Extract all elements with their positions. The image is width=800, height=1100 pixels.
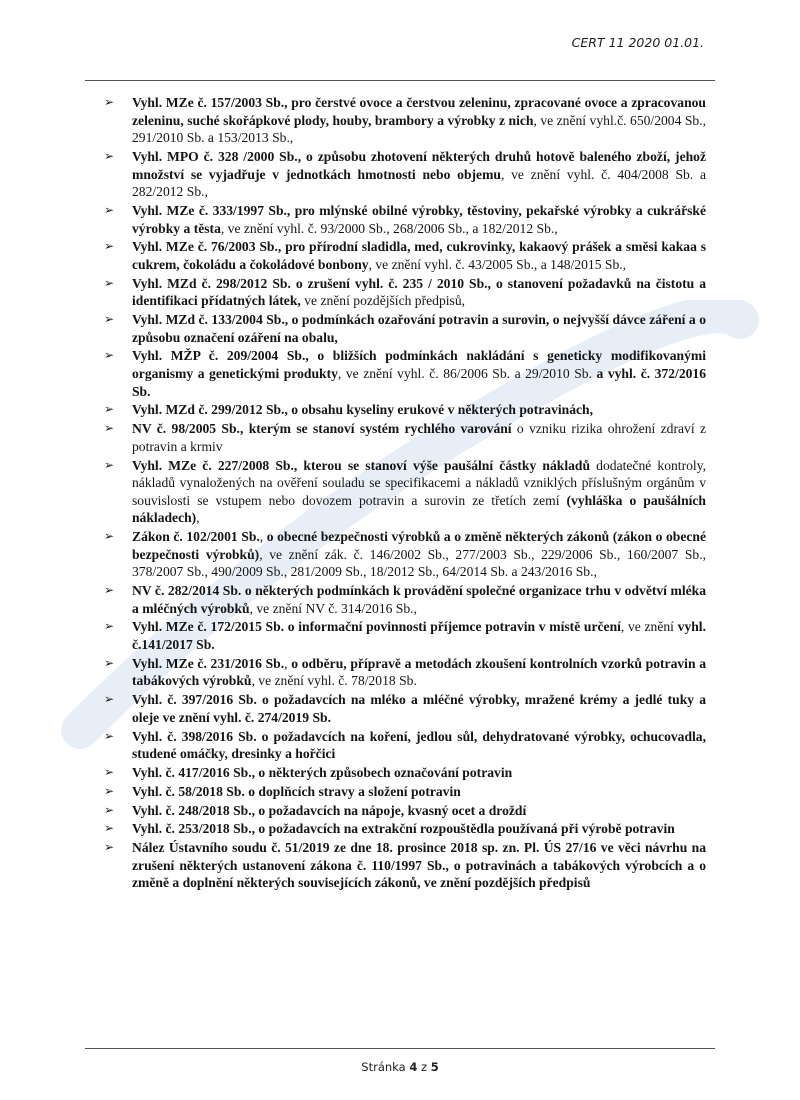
list-item: [104, 238, 706, 273]
regulation-title: a vyhl. č. 372/2016 Sb.: [132, 366, 707, 399]
arrow-bullet-icon: ➢: [104, 457, 115, 472]
header-divider: [85, 80, 715, 81]
regulation-title: Vyhl. MPO č. 328 /2000 Sb., o způsobu zhotovení některých druhů hotově baleného zboží, jehož množství se vyjadřuje v jednotkách hmotnosti nebo objemu: [132, 148, 706, 182]
regulation-note: , ve znění vyhl. č. 93/2000 Sb., 268/2006 Sb., a 182/2012 Sb.,: [220, 220, 558, 236]
page-number: [0, 1060, 800, 1074]
regulation-title: Vyhl. MZe č. 172/2015 Sb. o informační povinnosti příjemce potravin v místě určení: [132, 619, 621, 635]
page-separator: z: [417, 1060, 431, 1074]
regulation-title: Vyhl. č. 248/2018 Sb., o požadavcích na nápoje, kvasný ocet a droždí: [132, 802, 527, 818]
arrow-bullet-icon: ➢: [104, 655, 115, 670]
list-item: [104, 275, 706, 310]
regulation-title: Vyhl. MZe č. 157/2003 Sb., pro čerstvé ovoce a čerstvou zeleninu, zpracované ovoce a zpracovanou zeleninu, suché skořápkové plody, houby, brambory a výrobky z nich: [132, 95, 706, 128]
regulation-title: NV č. 98/2005 Sb., kterým se stanoví systém rychlého varování: [132, 421, 512, 437]
total-pages: 5: [430, 1060, 439, 1074]
regulation-note: ,: [284, 655, 292, 671]
arrow-bullet-icon: ➢: [104, 202, 115, 217]
regulation-title: Vyhl. MZe č. 76/2003 Sb., pro přírodní sladidla, med, cukrovinky, kakaový prášek a směsi kakaa s cukrem, čokoládu a čokoládové bonbony: [132, 239, 706, 272]
arrow-bullet-icon: ➢: [104, 764, 115, 779]
list-item: [104, 94, 706, 147]
list-item: [104, 764, 706, 782]
page-label: Stránka: [361, 1060, 410, 1074]
regulation-title: Nález Ústavního soudu č. 51/2019 ze dne 18. prosince 2018 sp. zn. Pl. ÚS 27/16 ve věci návrhu na zrušení některých ustanovení zákona č. 110/1997 Sb., o potravinách a tabákových výrobcích a o změně a doplnění některých souvisejících zákonů, ve znění pozdějších předpisů: [132, 840, 706, 891]
arrow-bullet-icon: ➢: [104, 148, 115, 163]
list-item: [104, 420, 706, 455]
regulation-note: o vzniku rizika ohrožení zdraví z potravin a krmiv: [132, 421, 706, 454]
regulation-title: Vyhl. MZd č. 299/2012 Sb., o obsahu kyseliny erukové v některých potravinách,: [132, 402, 593, 418]
list-item: [104, 457, 706, 527]
regulation-note: , ve znění vyhl. č. 86/2006 Sb. a 29/2010 Sb.: [337, 366, 597, 382]
list-item: [104, 582, 706, 617]
list-item: [104, 401, 706, 419]
regulation-note: , ve znění vyhl. č. 404/2008 Sb. a 282/2012 Sb.,: [132, 166, 706, 200]
arrow-bullet-icon: ➢: [104, 692, 115, 707]
regulation-title: Vyhl. MŽP č. 209/2004 Sb., o bližších podmínkách nakládání s geneticky modifikovanými organismy a genetickými produkty: [132, 348, 706, 382]
footer-divider: [85, 1048, 715, 1049]
arrow-bullet-icon: ➢: [104, 402, 115, 417]
arrow-bullet-icon: ➢: [104, 312, 115, 327]
regulation-title: o odběru, přípravě a metodách zkoušení kontrolních vzorků potravin a tabákových výrobků: [132, 655, 707, 689]
regulation-title: Vyhl. MZe č. 227/2008 Sb., kterou se stanoví výše paušální částky nákladů: [132, 457, 591, 473]
list-item: [104, 728, 706, 763]
regulation-title: Vyhl. č. 253/2018 Sb., o požadavcích na extrakční rozpouštědla používaná při výrobě potravin: [132, 821, 675, 837]
regulation-note: , ve znění vyhl.č. 650/2004 Sb., 291/2010 Sb. a 153/2013 Sb.,: [132, 112, 707, 146]
list-item: [104, 691, 706, 726]
regulation-title: Vyhl. č. 58/2018 Sb. o doplňcích stravy a složení potravin: [132, 783, 461, 799]
list-item: [104, 202, 706, 237]
document-code: CERT 11 2020 01.01.: [571, 35, 704, 50]
list-item: [104, 528, 706, 581]
list-item: [104, 311, 706, 346]
arrow-bullet-icon: ➢: [104, 840, 115, 855]
list-item: [104, 347, 706, 400]
list-item: [104, 148, 706, 201]
arrow-bullet-icon: ➢: [104, 783, 115, 798]
regulation-title: Zákon č. 102/2001 Sb.: [132, 529, 260, 545]
arrow-bullet-icon: ➢: [104, 821, 115, 836]
regulation-title: Vyhl. č. 417/2016 Sb., o některých způsobech označování potravin: [132, 764, 513, 780]
regulation-note: ,: [259, 529, 267, 545]
list-item: [104, 839, 706, 892]
list-item: [104, 655, 706, 690]
regulation-note: , ve znění: [620, 619, 678, 635]
list-item: [104, 618, 706, 653]
regulation-note: , ve znění zák. č. 146/2002 Sb., 277/2003 Sb., 229/2006 Sb., 160/2007 Sb., 378/2007 Sb., 490/2009 Sb., 281/2009 Sb., 18/2012 Sb., 64/2014 Sb. a 243/2016 Sb.,: [132, 546, 706, 580]
regulation-list: [104, 94, 706, 893]
regulation-title: Vyhl. MZd č. 133/2004 Sb., o podmínkách ozařování potravin a surovin, o nejvyšší dávce záření a o způsobu označení ozáření na obalu,: [132, 312, 706, 345]
regulation-title: o obecné bezpečnosti výrobků a o změně některých zákonů (zákon o obecné bezpečnosti výrobků): [132, 529, 706, 562]
regulation-title: Vyhl. MZd č. 298/2012 Sb. o zrušení vyhl. č. 235 / 2010 Sb., o stanovení požadavků na čistotu a identifikaci přídatných látek,: [132, 275, 706, 309]
arrow-bullet-icon: ➢: [104, 275, 115, 290]
regulation-note: , ve znění NV č. 314/2016 Sb.,: [249, 600, 417, 616]
regulation-title: vyhl. č.141/2017 Sb.: [132, 619, 706, 653]
regulation-note: , ve znění vyhl. č. 43/2005 Sb., a 148/2015 Sb.,: [368, 256, 627, 272]
regulation-title: Vyhl. č. 397/2016 Sb. o požadavcích na mléko a mléčné výrobky, mražené krémy a jedlé tuky a oleje ve znění vyhl. č. 274/2019 Sb.: [132, 692, 706, 725]
list-item: [104, 802, 706, 820]
arrow-bullet-icon: ➢: [104, 348, 115, 363]
list-item: [104, 783, 706, 801]
arrow-bullet-icon: ➢: [104, 95, 115, 109]
arrow-bullet-icon: ➢: [104, 529, 115, 544]
arrow-bullet-icon: ➢: [104, 728, 115, 743]
regulation-note: ve znění pozdějších předpisů,: [300, 293, 466, 309]
arrow-bullet-icon: ➢: [104, 421, 115, 436]
regulation-title: Vyhl. MZe č. 231/2016 Sb.: [132, 655, 285, 671]
current-page: 4: [409, 1060, 418, 1074]
arrow-bullet-icon: ➢: [104, 583, 115, 598]
regulation-title: NV č. 282/2014 Sb. o některých podmínkách k provádění společné organizace trhu v odvětví mléka a mléčných výrobků: [132, 583, 706, 616]
regulation-note: , ve znění vyhl. č. 78/2018 Sb.: [251, 673, 417, 689]
regulation-title: Vyhl. č. 398/2016 Sb. o požadavcích na koření, jedlou sůl, dehydratované výrobky, ochucovadla, studené omáčky, dresinky a hořčici: [132, 728, 706, 762]
regulation-note: dodatečné kontroly, nákladů vynaložených na ověření souladu se specifikacemi a nákladů vzniklých příslušným orgánům v souvislosti se vstupem nebo dovozem potravin a surovin ze třetích zemí: [132, 457, 707, 508]
arrow-bullet-icon: ➢: [104, 619, 115, 634]
regulation-note: ,: [196, 510, 200, 526]
list-item: [104, 820, 706, 838]
arrow-bullet-icon: ➢: [104, 802, 115, 817]
arrow-bullet-icon: ➢: [104, 239, 115, 254]
regulation-title: (vyhláška o paušálních nákladech): [132, 492, 706, 526]
regulation-title: Vyhl. MZe č. 333/1997 Sb., pro mlýnské obilné výrobky, těstoviny, pekařské výrobky a cukrářské výrobky a těsta: [132, 202, 706, 236]
